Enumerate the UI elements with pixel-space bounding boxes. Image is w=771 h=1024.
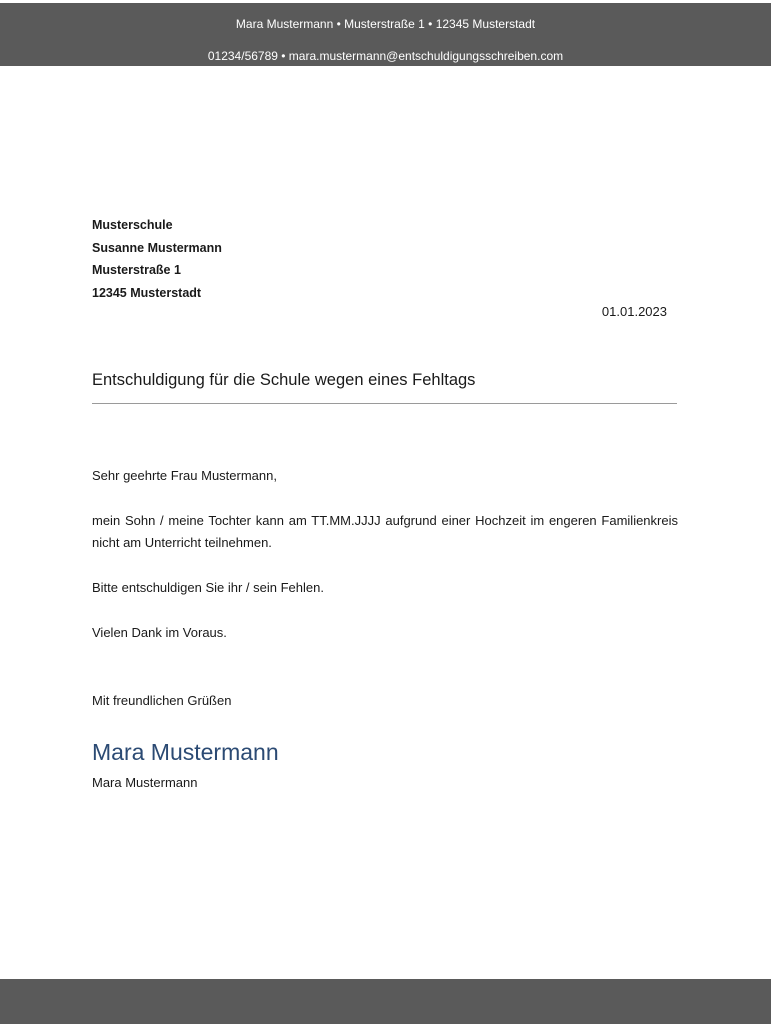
letter-date: 01.01.2023 xyxy=(601,304,667,319)
signature: Mara Mustermann xyxy=(92,739,279,765)
letter-subject: Entschuldigung für die Schule wegen eines Fehltags xyxy=(92,371,476,389)
printed-name: Mara Mustermann xyxy=(92,775,198,790)
letter-paragraph-request: Bitte entschuldigen Sie ihr / sein Fehlen. xyxy=(92,580,324,595)
footer-bar xyxy=(0,979,771,1024)
sender-header-bar xyxy=(0,3,771,66)
letter-paragraph-thanks: Vielen Dank im Voraus. xyxy=(92,625,227,640)
letter-closing: Mit freundlichen Grüßen xyxy=(92,693,232,708)
subject-divider xyxy=(92,403,677,404)
recipient-name: Susanne Mustermann xyxy=(92,240,222,255)
recipient-street: Musterstraße 1 xyxy=(92,263,181,277)
recipient-address-block xyxy=(92,214,222,304)
recipient-school: Musterschule xyxy=(92,218,173,232)
letter-salutation: Sehr geehrte Frau Mustermann, xyxy=(92,468,277,483)
recipient-city: 12345 Musterstadt xyxy=(92,285,202,300)
letter-paragraph-reason: mein Sohn / meine Tochter kann am TT.MM.JJJJ aufgrund einer Hochzeit im engeren Familienkreis nicht am Unterricht teilnehmen. xyxy=(92,513,678,550)
sender-address-line: Mara Mustermann • Musterstraße 1 • 12345 Musterstadt xyxy=(235,17,536,31)
sender-contact-line: 01234/56789 • mara.mustermann@entschuldigungsschreiben.com xyxy=(207,49,564,63)
